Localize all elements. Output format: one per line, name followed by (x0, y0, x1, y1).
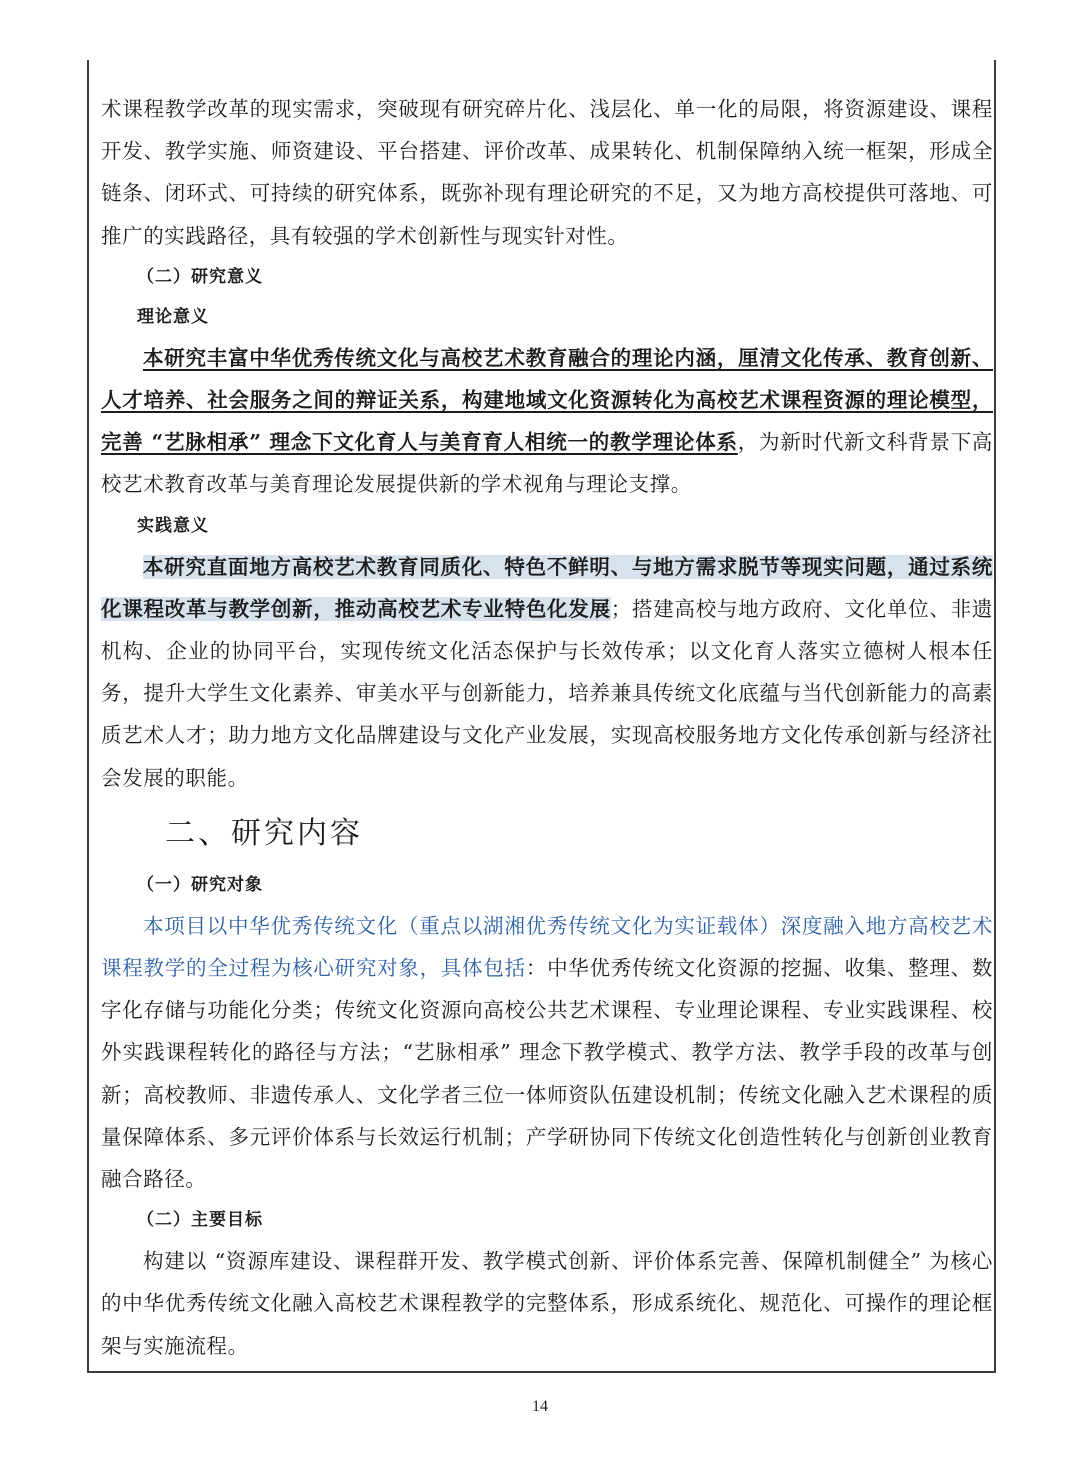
theory-significance-heading: 理论意义 (137, 306, 209, 327)
research-significance-heading: （二）研究意义 (137, 266, 263, 287)
practice-significance-heading: 实践意义 (137, 515, 209, 536)
research-object-paragraph (101, 905, 993, 1200)
practice-rest-text: ；搭建高校与地方政府、文化单位、非遗机构、企业的协同平台，实现传统文化活态保护与长效传承；以文化育人落实立德树人根本任务，提升大学生文化素养、审美水平与创新能力，培养兼具传统文化底蕴与当代创新能力的高素质艺术人才；助力地方文化品牌建设与文化产业发展，实现高校服务地方文化传承创新与经济社会发展的职能。 (101, 596, 993, 790)
theory-rest-text: ，为新时代新文科背景下高校艺术教育改革与美育理论发展提供新的学术视角与理论支撑。 (101, 430, 993, 497)
section-heading-research-content: 二、研究内容 (165, 815, 363, 851)
research-object-rest-text: ：中华优秀传统文化资源的挖掘、收集、整理、数字化存储与功能化分类；传统文化资源向高校公共艺术课程、专业理论课程、专业实践课程、校外实践课程转化的路径与方法；“艺脉相承” 理念下教学模式、教学方法、教学手段的改革与创新；高校教师、非遗传承人、文化学者三位一体师资队伍建设机制；传统文化融入艺术课程的质量保障体系、多元评价体系与长效运行机制；产学研协同下传统文化创造性转化与创新创业教育融合路径。 (101, 956, 993, 1192)
theory-emphasis-text: 本研究丰富中华优秀传统文化与高校艺术教育融合的理论内涵，厘清文化传承、教育创新、人才培养、社会服务之间的辩证关系，构建地域文化资源转化为高校艺术课程资源的理论模型，完善 “艺脉相承” 理念下文化育人与美育育人相统一的教学理论体系 (101, 345, 993, 455)
theory-paragraph (101, 337, 993, 506)
document-body (101, 88, 993, 1367)
page-number: 14 (532, 1398, 548, 1415)
practice-highlight-text: 本研究直面地方高校艺术教育同质化、特色不鲜明、与地方需求脱节等现实问题，通过系统化课程改革与教学创新，推动高校艺术专业特色化发展 (101, 554, 993, 621)
practice-paragraph (101, 546, 993, 799)
main-goal-heading: （二）主要目标 (137, 1210, 263, 1231)
research-object-blue-text: 本项目以中华优秀传统文化（重点以湖湘优秀传统文化为实证载体）深度融入地方高校艺术课程教学的全过程为核心研究对象，具体包括 (101, 913, 993, 981)
intro-paragraph: 术课程教学改革的现实需求，突破现有研究碎片化、浅层化、单一化的局限，将资源建设、课程开发、教学实施、师资建设、平台搭建、评价改革、成果转化、机制保障纳入统一框架，形成全链条、闭环式、可持续的研究体系，既弥补现有理论研究的不足，又为地方高校提供可落地、可推广的实践路径，具有较强的学术创新性与现实针对性。 (101, 97, 993, 248)
main-goal-paragraph: 构建以 “资源库建设、课程群开发、教学模式创新、评价体系完善、保障机制健全” 为核心的中华优秀传统文化融入高校艺术课程教学的完整体系，形成系统化、规范化、可操作的理论框架与实施流程。 (101, 1249, 993, 1358)
research-object-heading: （一）研究对象 (137, 874, 263, 895)
